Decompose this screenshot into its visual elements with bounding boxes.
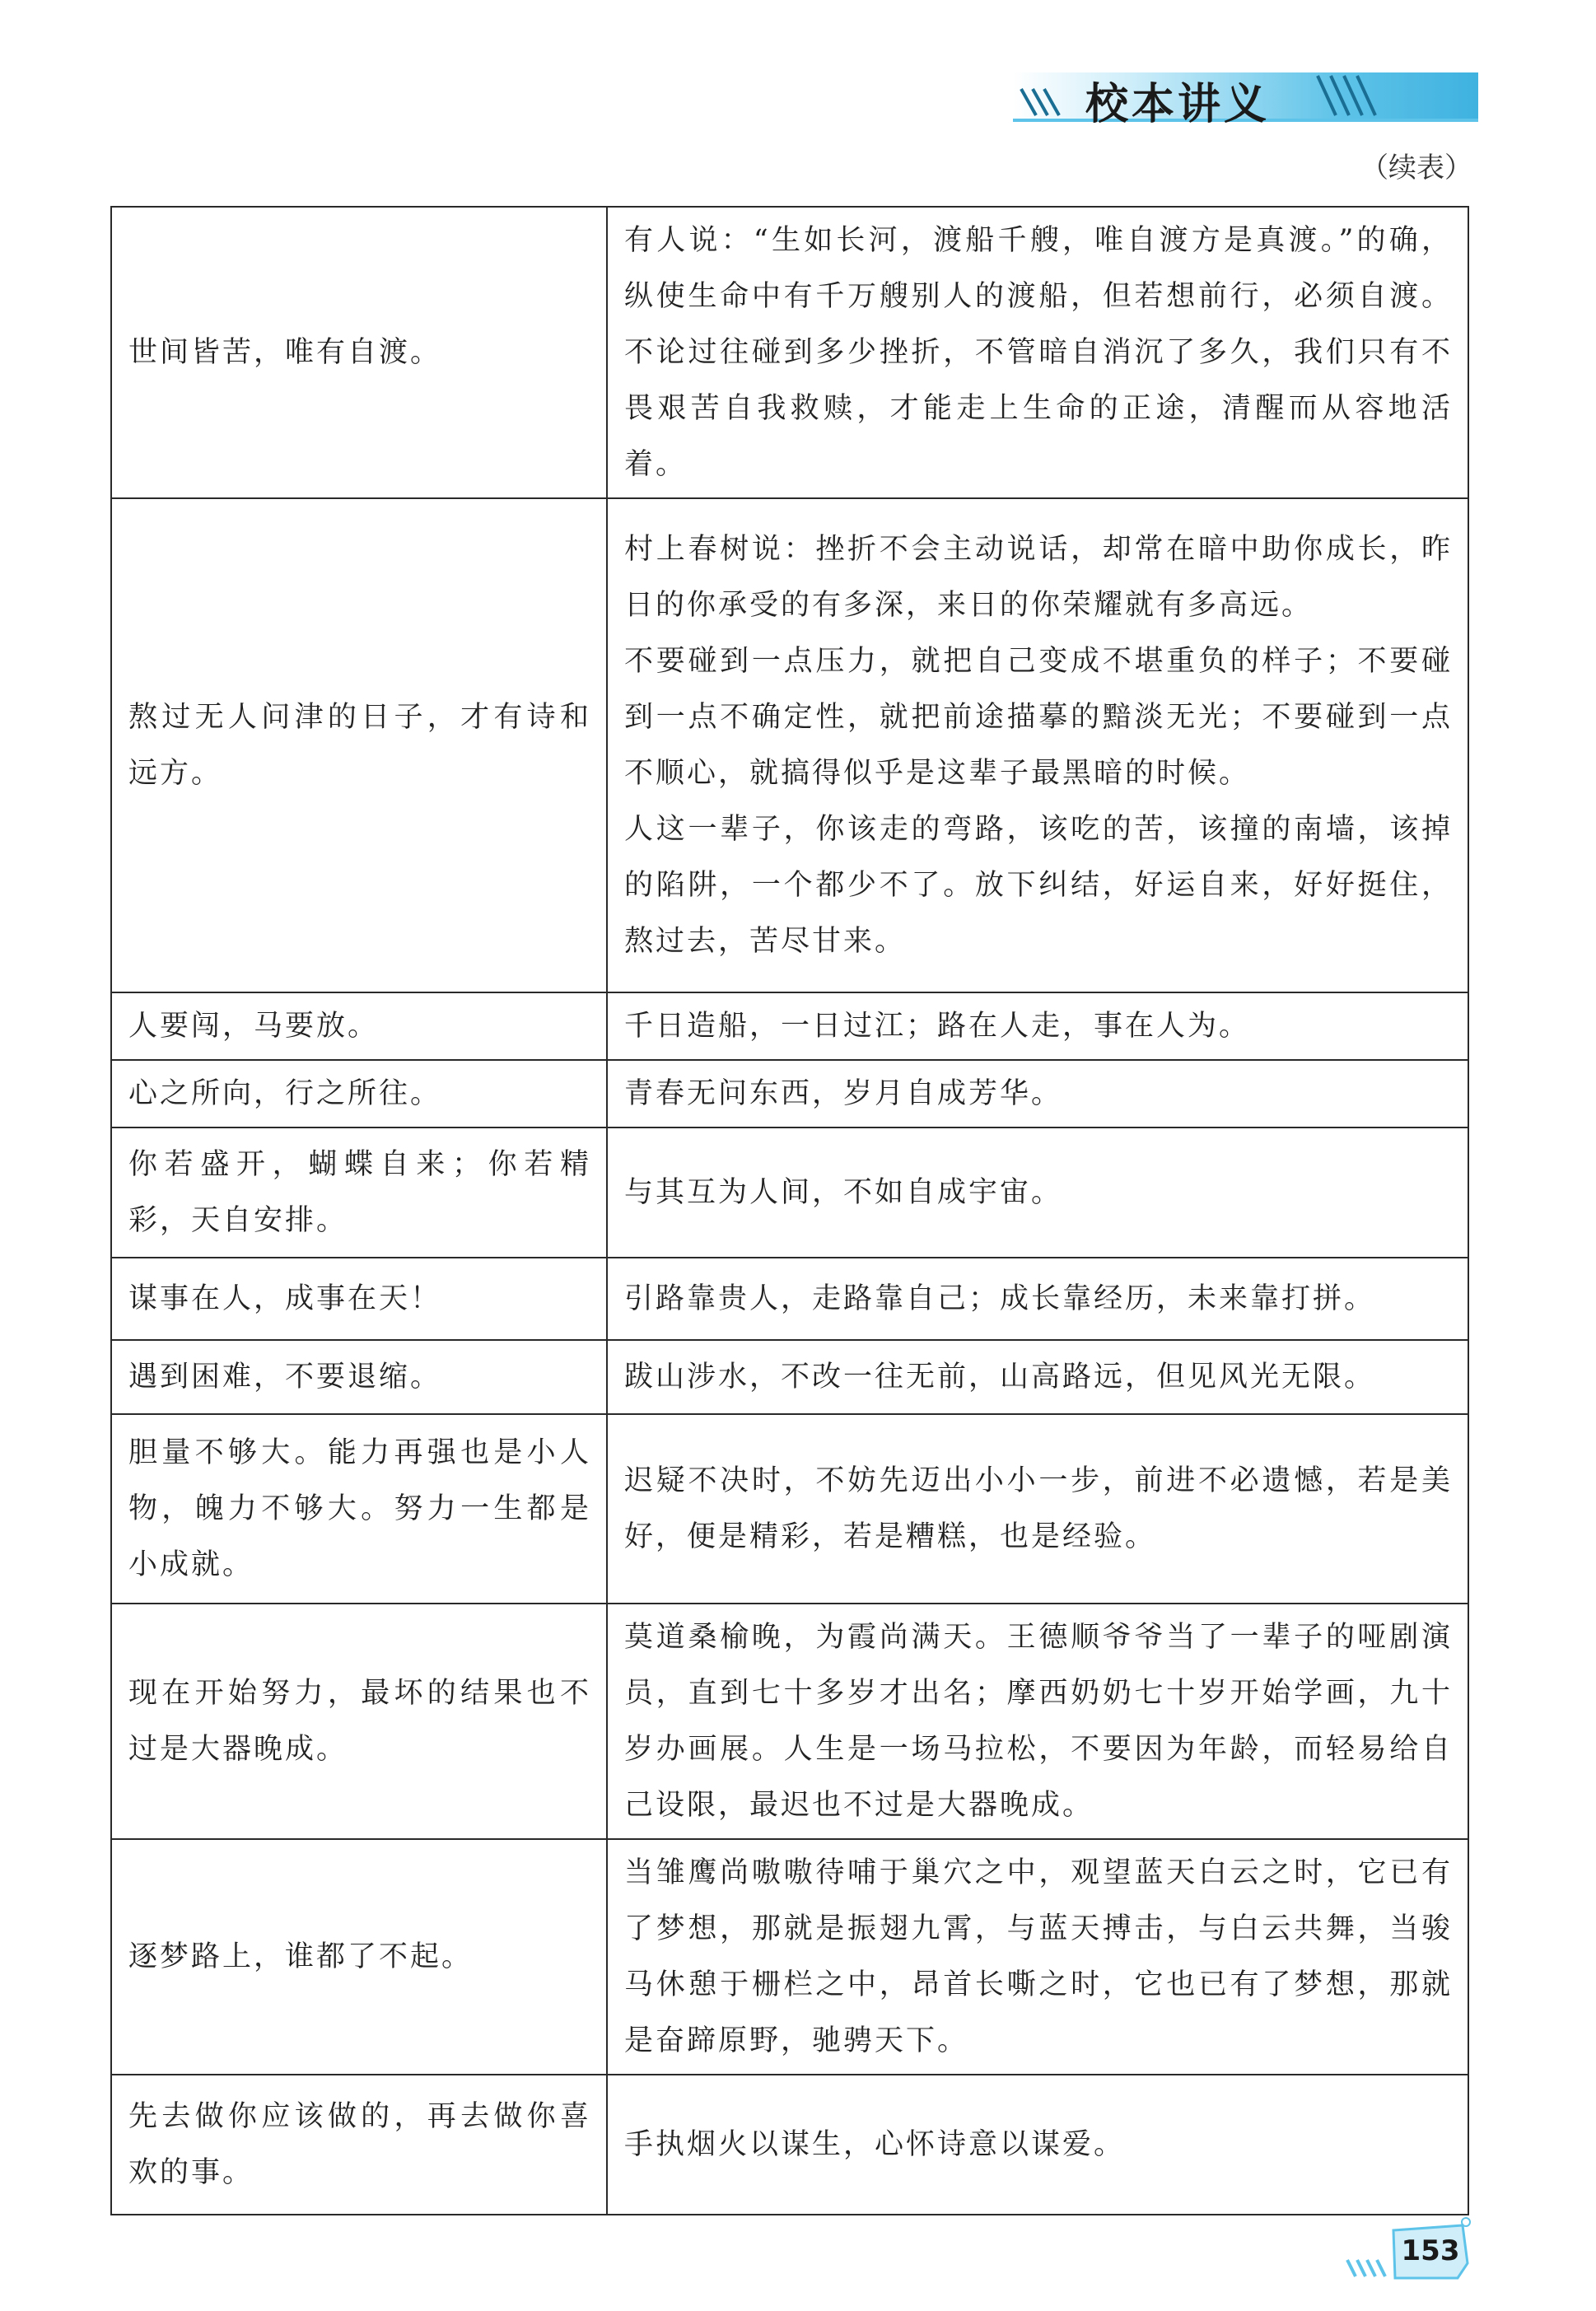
table-row: [111, 1604, 1468, 1839]
explanation-cell: [607, 2075, 1468, 2215]
saying-cell: 现在开始努力，最坏的结果也不过是大器晚成。: [111, 1604, 607, 1839]
saying-cell: 胆量不够大。能力再强也是小人物，魄力不够大。努力一生都是小成就。: [111, 1414, 607, 1604]
explanation-paragraph: 当雏鹰尚嗷嗷待哺于巢穴之中，观望蓝天白云之时，它已有了梦想，那就是振翅九霄，与蓝天搏击，与白云共舞，当骏马休憩于栅栏之中，昂首长嘶之时，它也已有了梦想，那就是奋蹄原野，驰骋天下。: [624, 1856, 1453, 2057]
table-row: [111, 1127, 1468, 1258]
saying-cell: 先去做你应该做的，再去做你喜欢的事。: [111, 2075, 607, 2215]
table-row: [111, 1414, 1468, 1604]
table-row: [111, 1258, 1468, 1340]
saying-cell: 你若盛开，蝴蝶自来；你若精彩，天自安排。: [111, 1127, 607, 1258]
explanation-cell: [607, 992, 1468, 1060]
saying-cell: 心之所向，行之所往。: [111, 1060, 607, 1127]
explanation-paragraph: 青春无问东西，岁月自成芳华。: [624, 1077, 1063, 1110]
explanation-paragraph: 村上春树说：挫折不会主动说话，却常在暗中助你成长，昨日的你承受的有多深，来日的你荣耀就有多高远。: [624, 533, 1453, 622]
table-row: [111, 1060, 1468, 1127]
explanation-paragraph: 人这一辈子，你该走的弯路，该吃的苦，该撞的南墙，该掉的陷阱，一个都少不了。放下纠结，好运自来，好好挺住，熬过去，苦尽甘来。: [624, 813, 1453, 958]
explanation-cell: [607, 1060, 1468, 1127]
explanation-paragraph: 与其互为人间，不如自成宇宙。: [624, 1176, 1063, 1209]
explanation-paragraph: 迟疑不决时，不妨先迈出小小一步，前进不必遗憾，若是美好，便是精彩，若是糟糕，也是经验。: [624, 1464, 1453, 1553]
explanation-cell: [607, 1839, 1468, 2075]
explanation-cell: [607, 1604, 1468, 1839]
explanation-cell: [607, 1414, 1468, 1604]
explanation-paragraph: 千日造船，一日过江；路在人走，事在人为。: [624, 1010, 1251, 1043]
saying-cell: 世间皆苦，唯有自渡。: [111, 207, 607, 498]
explanation-cell: [607, 207, 1468, 498]
continued-label: （续表）: [1360, 152, 1472, 184]
table-row: [111, 2075, 1468, 2215]
saying-cell: 谋事在人，成事在天！: [111, 1258, 607, 1340]
saying-cell: 人要闯，马要放。: [111, 992, 607, 1060]
table-row: [111, 1340, 1468, 1414]
explanation-cell: [607, 1340, 1468, 1414]
table-row: [111, 992, 1468, 1060]
sayings-table: [110, 206, 1469, 2215]
explanation-paragraph: 引路靠贵人，走路靠自己；成长靠经历，未来靠打拼。: [624, 1282, 1376, 1315]
page-number: 153: [1401, 2234, 1460, 2267]
saying-cell: 遇到困难，不要退缩。: [111, 1340, 607, 1414]
table-row: [111, 498, 1468, 992]
explanation-paragraph: 跋山涉水，不改一往无前，山高路远，但见风光无限。: [624, 1361, 1376, 1394]
explanation-paragraph: 有人说：“生如长河，渡船千艘，唯自渡方是真渡。”的确，纵使生命中有千万艘别人的渡船，但若想前行，必须自渡。不论过往碰到多少挫折，不管暗自消沉了多久，我们只有不畏艰苦自我救赎，才能走上生命的正途，清醒而从容地活着。: [624, 224, 1453, 481]
explanation-cell: [607, 498, 1468, 992]
explanation-cell: [607, 1258, 1468, 1340]
header-title: 校本讲义: [1085, 80, 1271, 129]
explanation-paragraph: 手执烟火以谋生，心怀诗意以谋爱。: [624, 2128, 1126, 2161]
table-row: [111, 207, 1468, 498]
table-row: [111, 1839, 1468, 2075]
saying-cell: 熬过无人问津的日子，才有诗和远方。: [111, 498, 607, 992]
explanation-paragraph: 不要碰到一点压力，就把自己变成不堪重负的样子；不要碰到一点不确定性，就把前途描摹的黯淡无光；不要碰到一点不顺心，就搞得似乎是这辈子最黑暗的时候。: [624, 645, 1453, 790]
explanation-paragraph: 莫道桑榆晚，为霞尚满天。王德顺爷爷当了一辈子的哑剧演员，直到七十多岁才出名；摩西奶奶七十岁开始学画，九十岁办画展。人生是一场马拉松，不要因为年龄，而轻易给自己设限，最迟也不过是大器晚成。: [624, 1621, 1453, 1822]
saying-cell: 逐梦路上，谁都了不起。: [111, 1839, 607, 2075]
explanation-cell: [607, 1127, 1468, 1258]
